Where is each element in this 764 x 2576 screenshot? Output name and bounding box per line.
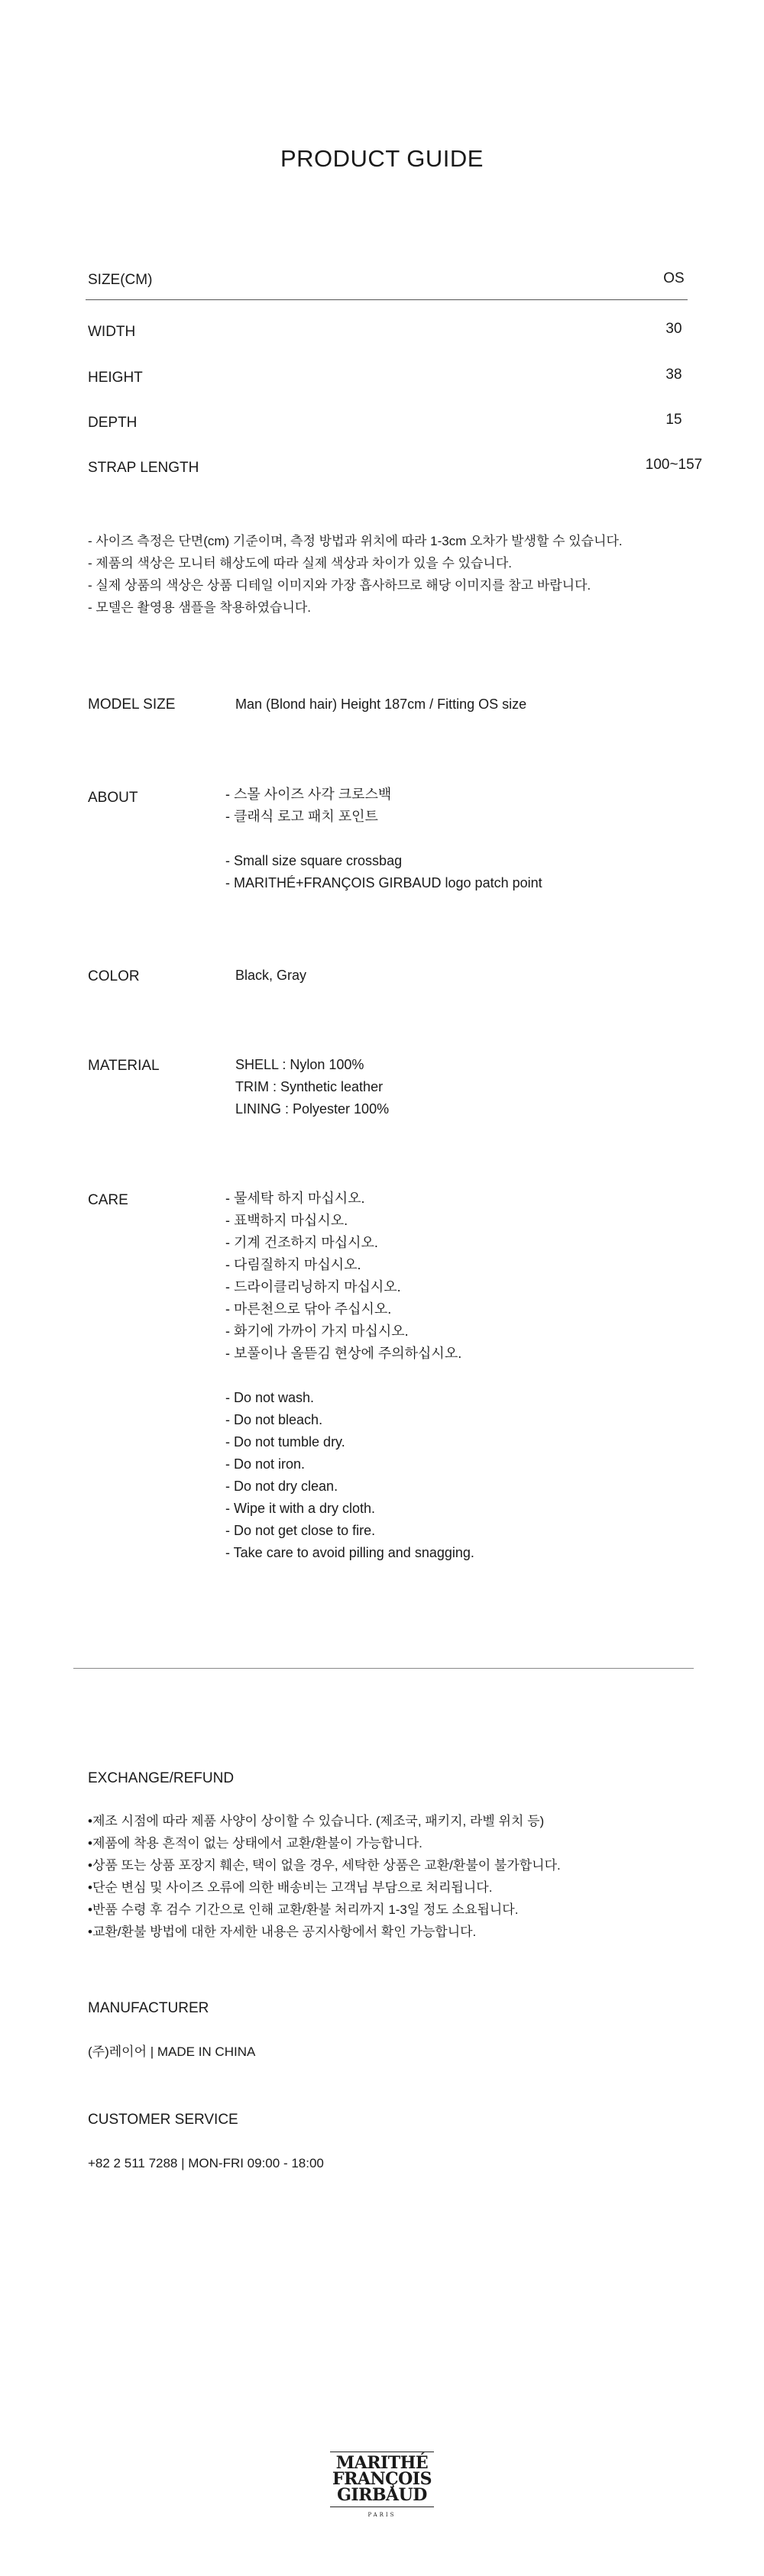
size-notes [88,530,623,619]
note-line: - 사이즈 측정은 단면(cm) 기준이며, 측정 방법과 위치에 따라 1-3cm 오차가 발생할 수 있습니다. [88,534,623,548]
customer-service-value: +82 2 511 7288 | MON-FRI 09:00 - 18:00 [88,2156,324,2170]
care-line: - Do not tumble dry. [225,1434,345,1450]
care-label: CARE [88,1192,128,1208]
care-line: - Wipe it with a dry cloth. [225,1501,376,1516]
exchange-refund-body [88,1810,561,1943]
exchange-line: •교환/환불 방법에 대한 자세한 내용은 공지사항에서 확인 가능합니다. [88,1925,477,1939]
about-line: - MARITHÉ+FRANÇOIS GIRBAUD logo patch point [225,875,542,890]
care-line: - 보풀이나 올뜯김 현상에 주의하십시오. [225,1346,462,1361]
about-line: - 스몰 사이즈 사각 크로스백 [225,787,392,802]
color-value: Black, Gray [235,968,307,983]
care-line: - 마른천으로 닦아 주십시오. [225,1301,392,1317]
logo-line: FRANÇOIS [332,2469,432,2489]
material-line: SHELL : Nylon 100% [235,1057,364,1072]
exchange-refund-title: EXCHANGE/REFUND [88,1770,235,1786]
about-value [225,784,542,894]
care-line: - Take care to avoid pilling and snagging. [225,1545,474,1560]
about-line: - 클래식 로고 패치 포인트 [225,809,378,824]
about-label: ABOUT [88,790,138,806]
care-line: - Do not bleach. [225,1412,323,1427]
care-value [225,1188,474,1564]
note-line: - 모델은 촬영용 샘플을 착용하였습니다. [88,600,312,615]
care-line: - 화기에 가까이 가지 마십시오. [225,1324,409,1339]
logo-line: MARITHÉ [335,2453,429,2473]
size-row-value: 15 [665,412,682,428]
exchange-line: •제조 시점에 따라 제품 사양이 상이할 수 있습니다. (제조국, 패키지, 라벨 위치 등) [88,1814,545,1828]
note-line: - 제품의 색상은 모니터 해상도에 따라 실제 색상과 차이가 있을 수 있습니다. [88,556,512,570]
size-row-label: DEPTH [88,415,138,431]
material-line: TRIM : Synthetic leather [235,1079,384,1094]
size-row-value: 100~157 [645,457,703,473]
about-line: - Small size square crossbag [225,853,403,868]
model-size-label: MODEL SIZE [88,697,176,713]
material-line: LINING : Polyester 100% [235,1101,390,1117]
brand-logo [313,2452,451,2518]
care-line: - Do not dry clean. [225,1479,338,1494]
page-title: PRODUCT GUIDE [280,145,484,172]
care-line: - 물세탁 하지 마십시오. [225,1191,365,1206]
care-line [225,1365,474,1387]
size-row-value: 30 [665,321,682,337]
about-line [225,828,542,850]
size-row-label: WIDTH [88,324,136,340]
care-line: - Do not get close to fire. [225,1523,376,1538]
color-label: COLOR [88,968,140,984]
care-line: - 드라이클리닝하지 마십시오. [225,1279,401,1294]
manufacturer-title: MANUFACTURER [88,2000,209,2016]
size-row-label: STRAP LENGTH [88,460,199,476]
logo-line: GIRBAUD [337,2485,427,2505]
material-label: MATERIAL [88,1058,160,1074]
size-row-label: HEIGHT [88,370,143,386]
size-table-header-label: SIZE(CM) [88,272,153,288]
note-line: - 실제 상품의 색상은 상품 디테일 이미지와 가장 흡사하므로 해당 이미지를 참고 바랍니다. [88,578,591,593]
exchange-line: •상품 또는 상품 포장지 훼손, 택이 없을 경우, 세탁한 상품은 교환/환불이 불가합니다. [88,1858,561,1873]
care-line: - Do not iron. [225,1456,306,1472]
care-line: - 기계 건조하지 마십시오. [225,1235,378,1250]
customer-service-title: CUSTOMER SERVICE [88,2112,238,2128]
size-table-divider [86,299,688,300]
material-value [235,1054,389,1120]
section-divider [73,1668,694,1669]
size-table-header-value: OS [663,270,685,286]
model-size-value: Man (Blond hair) Height 187cm / Fitting OS size [235,697,527,712]
size-row-value: 38 [665,367,682,383]
care-line: - Do not wash. [225,1390,315,1405]
exchange-line: •단순 변심 및 사이즈 오류에 의한 배송비는 고객님 부담으로 처리됩니다. [88,1880,493,1895]
manufacturer-value: (주)레이어 | MADE IN CHINA [88,2044,256,2059]
logo-subtitle: PARIS [367,2512,397,2518]
exchange-line: •반품 수령 후 검수 기간으로 인해 교환/환불 처리까지 1-3일 정도 소요됩니다. [88,1902,519,1917]
care-line: - 표백하지 마십시오. [225,1213,348,1228]
exchange-line: •제품에 착용 흔적이 없는 상태에서 교환/환불이 가능합니다. [88,1836,422,1850]
care-line: - 다림질하지 마십시오. [225,1257,361,1272]
